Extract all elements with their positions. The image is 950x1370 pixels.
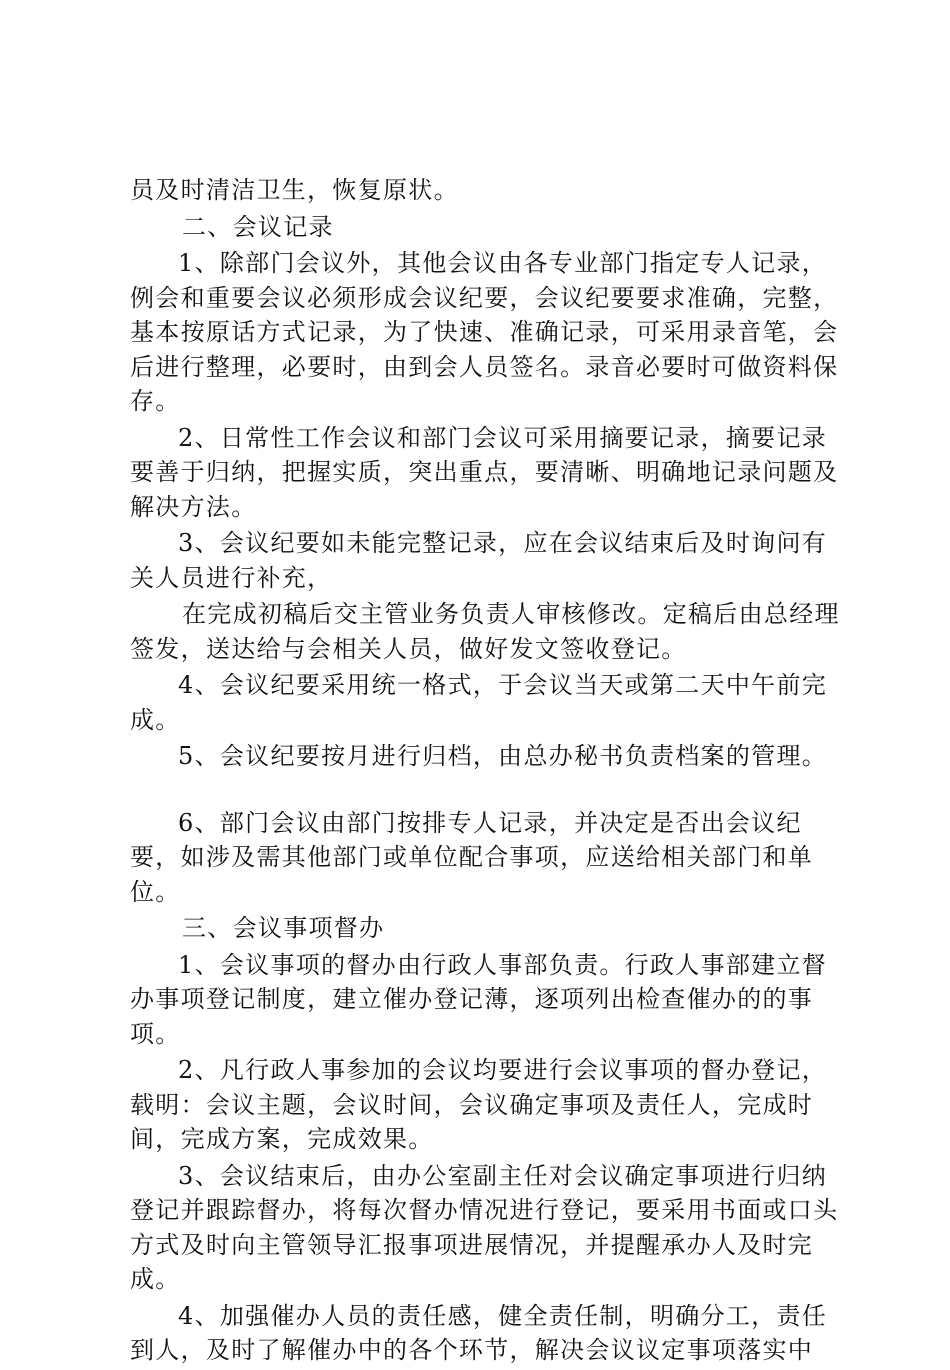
blank-line xyxy=(130,776,842,806)
paragraph-record-item-5: 5、会议纪要按月进行归档，由总办秘书负责档案的管理。 xyxy=(178,742,828,770)
paragraph-supervision-item-3: 3、会议结束后，由办公室副主任对会议确定事项进行归纳登记并跟踪督办，将每次督办情况进行登记，要采用书面或口头方式及时向主管领导汇报事项进展情况，并提醒承办人及时完成。 xyxy=(130,1161,839,1293)
paragraph-record-item-6: 6、部门会议由部门按排专人记录，并决定是否出会议纪要，如涉及需其他部门或单位配合事项，应送给相关部门和单位。 xyxy=(130,808,814,906)
paragraph-record-item-1: 1、除部门会议外，其他会议由各专业部门指定专人记录，例会和重要会议必须形成会议纪要，会议纪要要求准确，完整，基本按原话方式记录，为了快速、准确记录，可采用录音笔，会后进行整理，必要时，由到会人员签名。录音必要时可做资料保存。 xyxy=(130,249,839,415)
paragraph-supervision-item-4: 4、加强催办人员的责任感，健全责任制，明确分工，责任到人，及时了解催办中的各个环节，解决会议议定事项落实中 xyxy=(130,1301,828,1364)
paragraph-continuation: 员及时清洁卫生，恢复原状。 xyxy=(130,176,459,204)
section-heading-supervision: 三、会议事项督办 xyxy=(182,914,385,942)
document-body xyxy=(130,173,842,1370)
section-heading-meeting-records: 二、会议记录 xyxy=(182,212,334,241)
paragraph-supervision-item-1: 1、会议事项的督办由行政人事部负责。行政人事部建立督办事项登记制度，建立催办登记薄，逐项列出检查催办的的事项。 xyxy=(130,950,828,1048)
paragraph-supervision-item-2: 2、凡行政人事参加的会议均要进行会议事项的督办登记，载明：会议主题，会议时间，会议确定事项及责任人，完成时间，完成方案，完成效果。 xyxy=(130,1056,828,1153)
paragraph-record-item-3: 3、会议纪要如未能完整记录，应在会议结束后及时询问有关人员进行补充， xyxy=(130,529,828,592)
paragraph-record-item-4: 4、会议纪要采用统一格式，于会议当天或第二天中午前完成。 xyxy=(130,671,828,734)
paragraph-record-item-2: 2、日常性工作会议和部门会议可采用摘要记录，摘要记录要善于归纳，把握实质，突出重点，要清晰、明确地记录问题及解决方法。 xyxy=(130,423,839,521)
paragraph-record-item-3-continued: 在完成初稿后交主管业务负责人审核修改。定稿后由总经理签发，送达给与会相关人员，做好发文签收登记。 xyxy=(130,600,840,663)
